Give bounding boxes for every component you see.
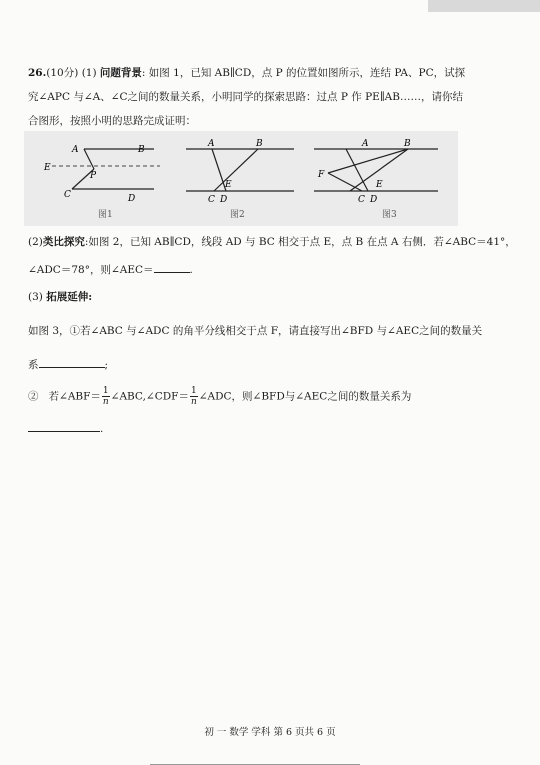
intro-line-3: 合图形，按照小明的思路完成证明： [28,115,196,127]
q1-line-1: 如图 3，①若∠ABC 与∠ADC 的角平分线相交于点 F，请直接写出∠BFD 与∠AEC之间的数量关 [28,325,483,337]
frac-numerator: 1 [190,386,197,396]
part2-text-1: 如图 2，已知 AB∥CD，线段 AD 与 BC 相交于点 E，点 B 在点 A 右侧．若∠ABC＝41°， [88,236,516,248]
q1-line-2 [28,356,108,372]
q2-marker: ② [28,390,39,403]
part1-heading: 问题背景 [99,67,142,79]
figure-3 [310,131,458,226]
answer-blank-q2[interactable] [28,420,100,432]
intro-line-2: 究∠APC 与∠A、∠C之间的数量关系，小明同学的探索思路：过点 P 作 PE∥AB……，请你结 [28,91,463,103]
page-footer: 初 一 数学 学科 第 6 页共 6 页 [204,727,336,738]
fig2-label-B: B [256,139,263,149]
q1-text-end: 系 [28,359,39,371]
q2-mid2-text: ∠ADC，则∠BFD与∠AEC之间的数量关系为 [198,390,412,403]
fraction-1-over-n-a [102,386,110,407]
answer-blank-aec[interactable] [154,261,190,273]
fig1-label-E: E [44,163,51,173]
fig1-label-A: A [72,145,79,155]
part3-label: (3) [28,291,43,303]
q2-mid1-text: ∠ABC,∠CDF＝ [110,390,189,403]
fig3-label-D: D [370,195,378,205]
problem-26-line-1: 26.(10分) (1) 问题背景: 如图 1，已知 AB∥CD，点 P 的位置如图所示，连结 PA、PC，试探 [28,67,466,79]
problem-number: 26. [28,67,47,79]
frac-denominator: n [102,397,109,407]
fig2-label-E: E [225,180,232,190]
frac-numerator: 1 [102,386,109,396]
fig1-caption: 图1 [98,210,113,220]
part2-line-1: (2)类比探究:如图 2，已知 AB∥CD，线段 AD 与 BC 相交于点 E，点 B 在点 A 右侧．若∠ABC＝41°， [28,236,516,248]
fig1-label-B: B [138,145,145,155]
part3-heading: 拓展延伸 [46,291,89,303]
fig2-label-D: D [220,195,228,205]
fig2-label-A: A [208,139,215,149]
q1-semicolon: ; [104,359,109,371]
figure-1 [24,131,164,226]
problem-points: (10分) [46,67,79,79]
part2-line-2 [28,261,193,277]
fig1-label-P: P [90,171,97,181]
part3-colon: : [88,291,93,303]
fig3-label-F: F [318,170,325,180]
frac-denominator: n [190,397,197,407]
fig1-label-C: C [64,190,71,200]
fraction-1-over-n-b [190,386,198,407]
fig3-label-A: A [362,139,369,149]
fig2-label-C: C [208,195,215,205]
figures-panel [24,131,458,226]
part3-heading-line [28,290,92,304]
q2-period: . [100,423,104,435]
part1-label: (1) [81,67,97,79]
answer-blank-q1[interactable] [39,356,105,368]
figure-2 [174,131,314,226]
q2-if-text: 若∠ABF＝ [48,390,101,403]
intro-line-1: 如图 1，已知 AB∥CD，点 P 的位置如图所示，连结 PA、PC，试探 [148,67,466,79]
q2-answer-line [28,420,103,436]
fig1-label-D: D [128,194,136,204]
part2-heading: 类比探究 [42,236,85,248]
q2-line [28,386,411,407]
part2-period: . [189,264,193,276]
fig3-label-C: C [358,195,365,205]
fig2-caption: 图2 [230,210,245,220]
part2-text-2: ∠ADC＝78°，则∠AEC＝ [28,264,154,276]
fig3-label-B: B [404,139,411,149]
scan-corner-mark [428,0,540,12]
part2-label: (2) [28,236,43,248]
fig3-caption: 图3 [382,210,397,220]
fig3-label-E: E [376,180,383,190]
